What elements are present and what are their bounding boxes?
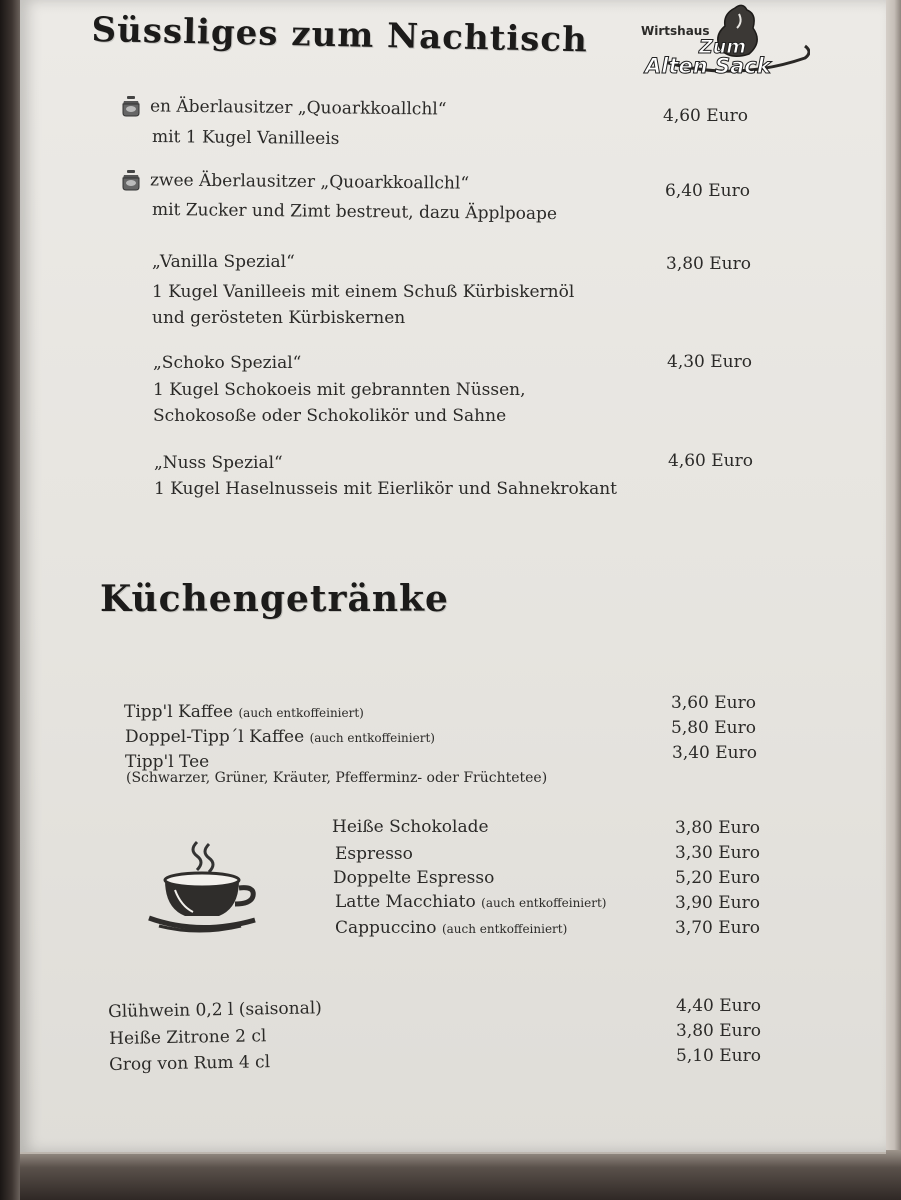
drink-latte-macchiato [335, 890, 607, 915]
dessert-item-4-desc: 1 Kugel Schokoeis mit gebrannten Nüssen, [153, 380, 526, 400]
page-edge [884, 0, 901, 1160]
dessert-item-1-price: 4,60 Euro [663, 106, 748, 126]
drink-espresso: Espresso [335, 844, 413, 864]
drink-grog-price: 5,10 Euro [676, 1046, 761, 1066]
drink-heisse-zitrone-price: 3,80 Euro [676, 1021, 761, 1041]
dessert-item-2-name: zwee Äberlausitzer „Quoarkkoallchl“ [149, 170, 470, 194]
drink-tippl-kaffee [124, 700, 364, 725]
drink-gluehwein-price: 4,40 Euro [676, 996, 761, 1016]
dessert-item-3-name: „Vanilla Spezial“ [152, 252, 295, 272]
logo-text-zum: Zum [699, 36, 747, 58]
dessert-item-1-name: en Äberlausitzer „Quoarkkoallchl“ [149, 96, 447, 120]
dessert-item-2-desc: mit Zucker und Zimt bestreut, dazu Äpplpoape [151, 199, 558, 225]
drink-name: Latte Macchiato [335, 892, 476, 912]
dessert-item-5-desc: 1 Kugel Haselnusseis mit Eierlikör und Sahnekrokant [154, 479, 618, 499]
cooking-pot-icon [120, 169, 142, 191]
dessert-item-3-desc: 1 Kugel Vanilleeis mit einem Schuß Kürbiskernöl [152, 282, 575, 302]
logo-text-wirtshaus: Wirtshaus [641, 24, 710, 38]
dessert-item-4-price: 4,30 Euro [667, 352, 752, 372]
dessert-item-4-name: „Schoko Spezial“ [153, 353, 302, 373]
menu-page [20, 0, 886, 1154]
cooking-pot-icon [120, 95, 142, 117]
drink-tippl-kaffee-price: 3,60 Euro [671, 693, 756, 713]
drink-note: (auch entkoffeiniert) [309, 731, 435, 745]
logo-text-alten-sack: Alten Sack [645, 54, 771, 78]
drink-espresso-price: 3,30 Euro [675, 843, 760, 863]
drink-heisse-schokolade: Heiße Schokolade [332, 817, 489, 837]
tea-types-note: (Schwarzer, Grüner, Kräuter, Pfefferminz- oder Früchtetee) [126, 770, 548, 786]
drink-name: Tipp'l Kaffee [124, 702, 234, 722]
drinks-heading: Küchengetränke [100, 578, 449, 620]
drink-doppel-tippl-kaffee [125, 725, 435, 750]
drink-cappuccino-price: 3,70 Euro [675, 918, 760, 938]
drink-name: Doppel-Tipp´l Kaffee [125, 727, 305, 747]
drink-doppel-tippl-kaffee-price: 5,80 Euro [671, 718, 756, 738]
drink-doppelte-espresso-price: 5,20 Euro [675, 868, 760, 888]
drink-note: (auch entkoffeiniert) [481, 896, 607, 910]
drink-name: Cappuccino [335, 918, 437, 938]
dessert-item-1-desc: mit 1 Kugel Vanilleeis [151, 127, 340, 149]
drink-name: Tipp'l Tee [125, 752, 210, 772]
drink-gluehwein: Glühwein 0,2 l (saisonal) [108, 998, 322, 1022]
drink-cappuccino [335, 916, 567, 941]
drink-tippl-tee-price: 3,40 Euro [672, 743, 757, 763]
dessert-item-2-price: 6,40 Euro [665, 181, 750, 201]
dessert-item-5-price: 4,60 Euro [668, 451, 753, 471]
binder-spine [0, 0, 20, 1200]
dessert-item-3-price: 3,80 Euro [666, 254, 751, 274]
restaurant-logo [635, 2, 810, 82]
drink-latte-macchiato-price: 3,90 Euro [675, 893, 760, 913]
dessert-item-3-desc2: und gerösteten Kürbiskernen [152, 308, 406, 328]
drink-note: (auch entkoffeiniert) [238, 706, 364, 720]
dessert-item-4-desc2: Schokosoße oder Schokolikör und Sahne [153, 406, 507, 426]
drink-doppelte-espresso: Doppelte Espresso [333, 868, 495, 888]
page-bottom-edge [20, 1150, 901, 1200]
dessert-heading: Süssliges zum Nachtisch [91, 10, 589, 61]
coffee-cup-icon [145, 838, 265, 933]
drink-heisse-zitrone: Heiße Zitrone 2 cl [109, 1026, 267, 1049]
drink-note: (auch entkoffeiniert) [441, 922, 568, 936]
drink-grog: Grog von Rum 4 cl [109, 1052, 271, 1075]
drink-heisse-schokolade-price: 3,80 Euro [675, 818, 760, 838]
dessert-item-5-name: „Nuss Spezial“ [154, 453, 283, 473]
